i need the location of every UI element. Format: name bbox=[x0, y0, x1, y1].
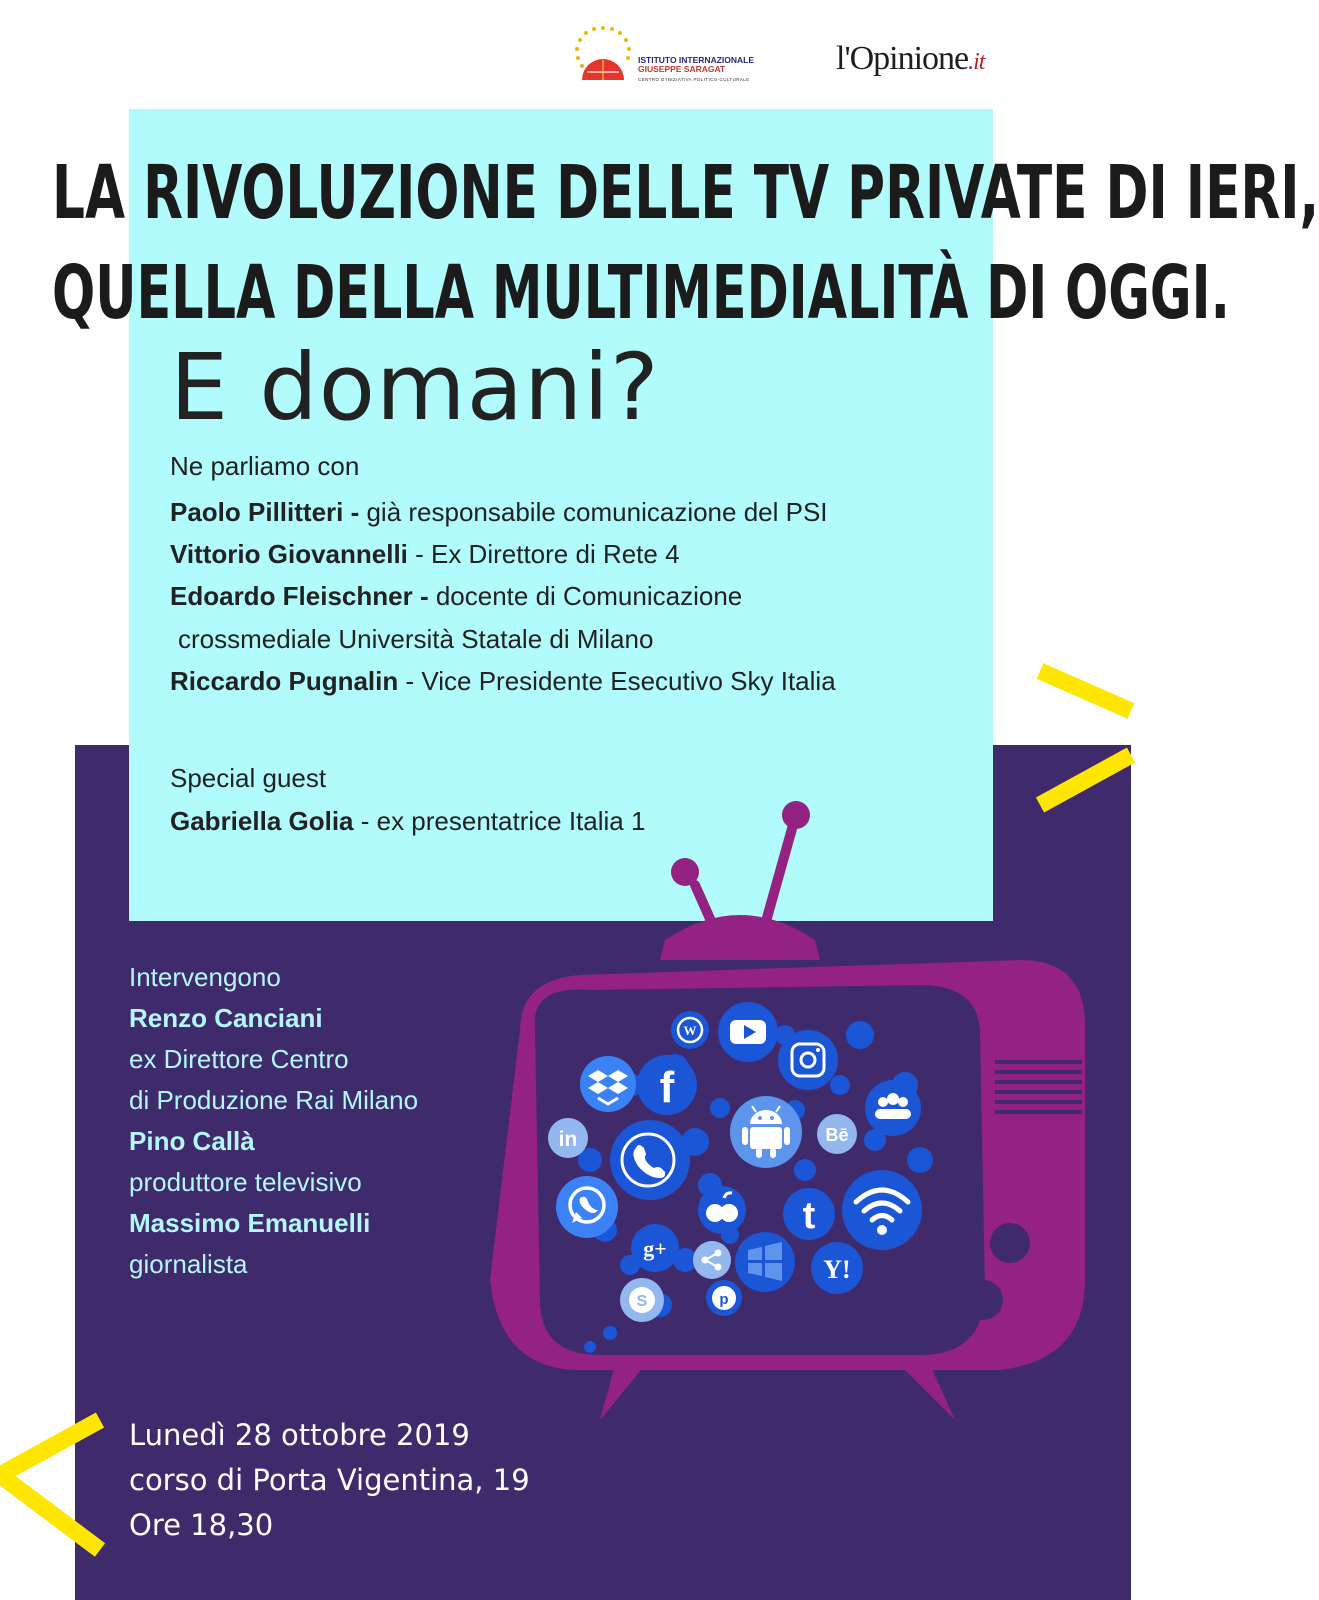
interventions-label: Intervengono bbox=[129, 962, 281, 992]
whatsapp-icon bbox=[556, 1176, 618, 1238]
saragat-line-3: CENTRO D'INIZIATIVA POLITICO-CULTURALE bbox=[638, 77, 750, 82]
tv-knob-bottom-icon bbox=[963, 1280, 1003, 1320]
event-address: corso di Porta Vigentina, 19 bbox=[129, 1463, 530, 1497]
pinterest-icon bbox=[706, 1280, 742, 1316]
subtitle: E domani? bbox=[170, 334, 660, 441]
wifi-icon bbox=[842, 1170, 922, 1250]
speaker-role: crossmediale Università Statale di Milano bbox=[178, 624, 654, 654]
googleplus-glyph: g+ bbox=[643, 1236, 667, 1261]
speaker-name: Paolo Pillitteri - bbox=[170, 497, 360, 527]
headline-line-1: LA RIVOLUZIONE DELLE TV PRIVATE DI IERI, bbox=[52, 148, 1319, 237]
saragat-line-2: GIUSEPPE SARAGAT bbox=[638, 64, 726, 74]
yahoo-glyph: Y! bbox=[823, 1255, 851, 1284]
linkedin-icon bbox=[548, 1118, 588, 1158]
linkedin-glyph: in bbox=[558, 1128, 578, 1151]
yellow-chevron-left-decoration bbox=[0, 1410, 105, 1560]
opinione-logo bbox=[836, 40, 984, 80]
event-time: Ore 18,30 bbox=[129, 1508, 274, 1542]
group-icon bbox=[865, 1080, 921, 1136]
opinione-logo-suffix: .it bbox=[968, 49, 985, 75]
dropbox-icon bbox=[580, 1056, 636, 1112]
speakers-intro: Ne parliamo con bbox=[170, 451, 360, 481]
speaker-role: - Vice Presidente Esecutivo Sky Italia bbox=[398, 666, 836, 696]
tv-leg-left bbox=[600, 1365, 645, 1420]
saragat-institute-logo bbox=[570, 24, 755, 86]
opinione-logo-main: l'Opinione bbox=[836, 40, 969, 77]
tv-antenna-icon bbox=[671, 801, 810, 930]
intervention-name bbox=[129, 1203, 370, 1244]
intervention-name-text: Massimo Emanuelli bbox=[129, 1208, 371, 1238]
facebook-icon bbox=[637, 1055, 697, 1115]
speaker-name: Vittorio Giovannelli bbox=[170, 539, 408, 569]
intervention-name bbox=[129, 998, 323, 1039]
wordpress-icon bbox=[671, 1011, 709, 1049]
intervention-name-text: Renzo Canciani bbox=[129, 1003, 323, 1033]
speaker-row bbox=[170, 660, 836, 702]
google-plus-icon bbox=[631, 1224, 679, 1272]
special-guest-label: Special guest bbox=[170, 763, 327, 793]
guest-role: - ex presentatrice Italia 1 bbox=[353, 806, 646, 836]
intervention-role: di Produzione Rai Milano bbox=[129, 1085, 419, 1115]
speaker-row bbox=[170, 575, 742, 617]
pinterest-glyph: p bbox=[719, 1291, 729, 1308]
android-icon bbox=[730, 1096, 802, 1168]
tv-top-dome bbox=[660, 915, 820, 960]
guest-name: Gabriella Golia bbox=[170, 806, 354, 836]
yellow-chevron-right-decoration bbox=[1044, 665, 1131, 815]
saragat-emblem-icon bbox=[570, 24, 640, 86]
speaker-row bbox=[170, 491, 828, 533]
speaker-name: Edoardo Fleischner - bbox=[170, 581, 429, 611]
speaker-role: già responsabile comunicazione del PSI bbox=[359, 497, 828, 527]
speaker-row-continuation bbox=[170, 618, 653, 660]
youtube-icon bbox=[718, 1002, 778, 1062]
event-date: Lunedì 28 ottobre 2019 bbox=[129, 1418, 470, 1452]
retro-tv-illustration bbox=[460, 810, 1120, 1460]
phone-icon bbox=[610, 1120, 690, 1200]
skype-icon bbox=[620, 1278, 664, 1322]
wordpress-glyph: W bbox=[683, 1023, 697, 1038]
speaker-row bbox=[170, 533, 680, 575]
saragat-line-1: ISTITUTO INTERNAZIONALE bbox=[638, 55, 755, 65]
tumblr-icon bbox=[783, 1188, 835, 1240]
intervention-role: produttore televisivo bbox=[129, 1167, 362, 1197]
tv-leg-right bbox=[900, 1365, 955, 1420]
skype-glyph: S bbox=[636, 1293, 648, 1310]
yahoo-icon bbox=[811, 1242, 863, 1294]
intervention-name bbox=[129, 1121, 255, 1162]
speaker-role: docente di Comunicazione bbox=[428, 581, 743, 611]
speaker-role: - Ex Direttore di Rete 4 bbox=[407, 539, 680, 569]
tumblr-glyph: t bbox=[802, 1195, 816, 1237]
headline-line-2: QUELLA DELLA MULTIMEDIALITÀ DI OGGI. bbox=[52, 248, 1230, 337]
facebook-glyph: f bbox=[659, 1063, 675, 1112]
behance-glyph: Bē bbox=[825, 1125, 849, 1145]
tv-knob-top-icon bbox=[990, 1223, 1030, 1263]
intervention-role: ex Direttore Centro bbox=[129, 1044, 349, 1074]
instagram-icon bbox=[778, 1030, 838, 1090]
intervention-role: giornalista bbox=[129, 1249, 248, 1279]
share-icon bbox=[693, 1241, 731, 1279]
apple-icon bbox=[698, 1186, 746, 1234]
behance-icon bbox=[817, 1114, 857, 1154]
speaker-name: Riccardo Pugnalin bbox=[170, 666, 399, 696]
windows-icon bbox=[735, 1232, 795, 1292]
intervention-name-text: Pino Callà bbox=[129, 1126, 255, 1156]
